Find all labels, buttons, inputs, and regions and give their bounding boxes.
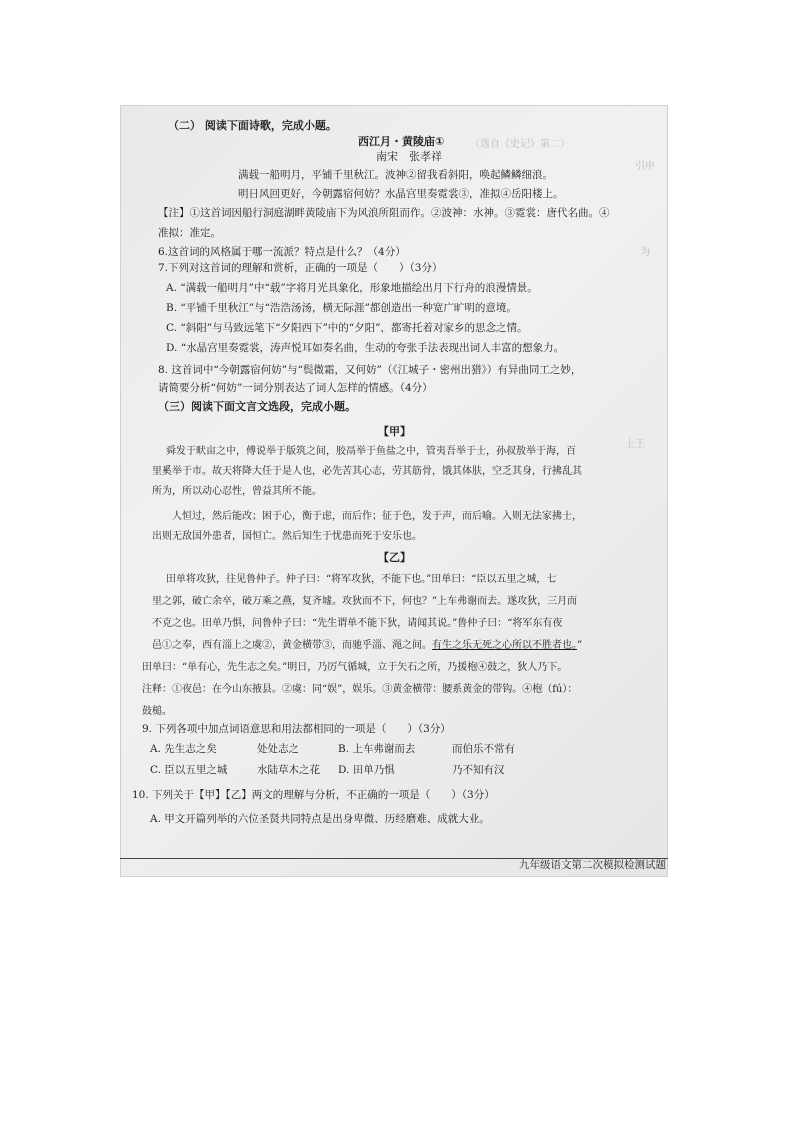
question-7-option: C. “斜阳”与马致远笔下“夕阳西下”中的“夕阳”，都寄托着对家乡的思念之情。	[166, 322, 528, 334]
question-9-option: B. 上车弗谢而去	[338, 743, 416, 755]
page-footer: 九年级语文第二次模拟检测试题	[519, 859, 666, 871]
prose-section-heading: （三）阅读下面文言文选段，完成小题。	[158, 400, 356, 413]
underlined-sentence: 有生之乐无死之心所以不胜者也。	[432, 640, 577, 651]
passage-yi-line: 不克之也。田单乃惧，问鲁仲子曰：“先生谓单不能下狄，请闻其说。”鲁仲子曰：“将军东有夜	[152, 618, 563, 629]
passage-yi-text: ”	[577, 640, 583, 651]
bleed-text: 为	[640, 247, 650, 258]
poem-author: 南宋 张孝祥	[376, 150, 442, 163]
question-9-option: 而伯乐不常有	[452, 743, 515, 755]
question-10: 10. 下列关于【甲】【乙】两文的理解与分析，不正确的一项是（ ）（3分）	[132, 789, 495, 801]
question-7-option: A. “满载一船明月”中“载”字将月光具象化，形象地描绘出月下行舟的浪漫情景。	[166, 282, 538, 294]
question-7-option: B. “平铺千里秋江”与“浩浩汤汤，横无际涯”都创造出一种宽广旷明的意境。	[166, 302, 517, 314]
question-9-option: C. 臣以五里之城	[150, 764, 228, 776]
passage-yi-line: 田单将攻狄，往见鲁仲子。仲子曰：“将军攻狄，不能下也。”田单曰：“臣以五里之城，七	[166, 574, 557, 585]
scanned-exam-page	[120, 105, 668, 877]
poem-note: 【注】①这首词因船行洞庭湖畔黄陵庙下为风浪所阻而作。②波神：水神。③霓裳：唐代名曲。④	[158, 207, 610, 219]
question-10-option: A. 甲文开篇列举的六位圣贤共同特点是出身卑微、历经磨难、成就大业。	[150, 813, 490, 825]
question-7-option: D. “水晶宫里奏霓裳，涛声悦耳如奏名曲，生动的夸张手法表现出词人丰富的想象力。	[166, 342, 565, 354]
passage-yi-note: 注释：①夜邑：在今山东掖县。②虞：同“娱”，娱乐。③黄金横带：腰系黄金的带钩。④枹（fú）：	[142, 684, 578, 695]
question-9-option: A. 先生志之矣	[150, 743, 217, 755]
bleed-text: （选自《史记》第二）	[470, 139, 570, 150]
passage-jia-line: 所为，所以动心忍性，曾益其所不能。	[152, 486, 322, 497]
passage-yi-line	[152, 639, 582, 653]
passage-jia-line: 舜发于畎亩之中，傅说举于版筑之间，胶鬲举于鱼盐之中，管夷吾举于士，孙叔敖举于海，百	[166, 446, 576, 457]
passage-jia-line: 人恒过，然后能改；困于心，衡于虑，而后作；征于色，发于声，而后喻。入则无法家拂士，	[172, 511, 582, 522]
poem-section-heading: （二） 阅读下面诗歌，完成小题。	[168, 119, 337, 132]
passage-jia-line: 里奚举于市。故天将降大任于是人也，必先苦其心志，劳其筋骨，饿其体肤，空乏其身，行拂乱其	[152, 466, 582, 477]
passage-yi-marker: 【乙】	[378, 551, 411, 564]
question-8: 请简要分析“何妨”一词分别表达了词人怎样的情感。（4分）	[158, 382, 433, 394]
question-6: 6.这首词的风格属于哪一流派？特点是什么？（4分）	[158, 246, 406, 258]
poem-line: 明日风回更好，今朝露宿何妨？水晶宫里奏霓裳③，准拟④岳阳楼上。	[238, 188, 564, 200]
question-9-option: 水陆草木之花	[257, 764, 320, 776]
question-9-option: 乃不知有汉	[452, 764, 505, 776]
poem-line: 满载一船明月，平铺千里秋江。波神②留我看斜阳，唤起鳞鳞细浪。	[238, 169, 553, 181]
question-9: 9. 下列各项中加点词语意思和用法都相同的一项是（ ）（3分）	[142, 723, 451, 735]
question-9-option: D. 田单乃惧	[338, 764, 395, 776]
passage-yi-text: 邑①之奉，西有淄上之虞②，黄金横带③，而驰乎淄、渑之间。	[152, 640, 432, 651]
passage-yi-line: 田单曰：“单有心，先生志之矣。”明日，乃厉气循城，立于矢石之所，乃援枹④鼓之，狄人乃下。	[142, 662, 568, 673]
passage-yi-line: 里之郭，破亡余卒，破万乘之燕，复齐墟。攻狄而不下，何也？”上车弗谢而去。遂攻狄，三月而	[152, 596, 578, 607]
poem-title: 西江月・黄陵庙①	[358, 135, 445, 148]
poem-note: 准拟：准定。	[158, 227, 221, 239]
question-9-option: 处处志之	[257, 743, 299, 755]
question-8: 8. 这首词中“今朝露宿何妨”与“鬓微霜，又何妨”（《江城子・密州出猎》）有异曲同工之妙，	[158, 364, 582, 376]
bleed-text: 引申	[635, 161, 655, 172]
question-7: 7.下列对这首词的理解和赏析，正确的一项是（ ）（3分）	[158, 262, 443, 274]
passage-jia-line: 出则无敌国外患者，国恒亡。然后知生于忧患而死于安乐也。	[152, 531, 422, 542]
passage-yi-note: 鼓槌。	[142, 706, 172, 717]
bleed-text: 上王	[625, 439, 645, 450]
passage-jia-marker: 【甲】	[378, 425, 411, 438]
